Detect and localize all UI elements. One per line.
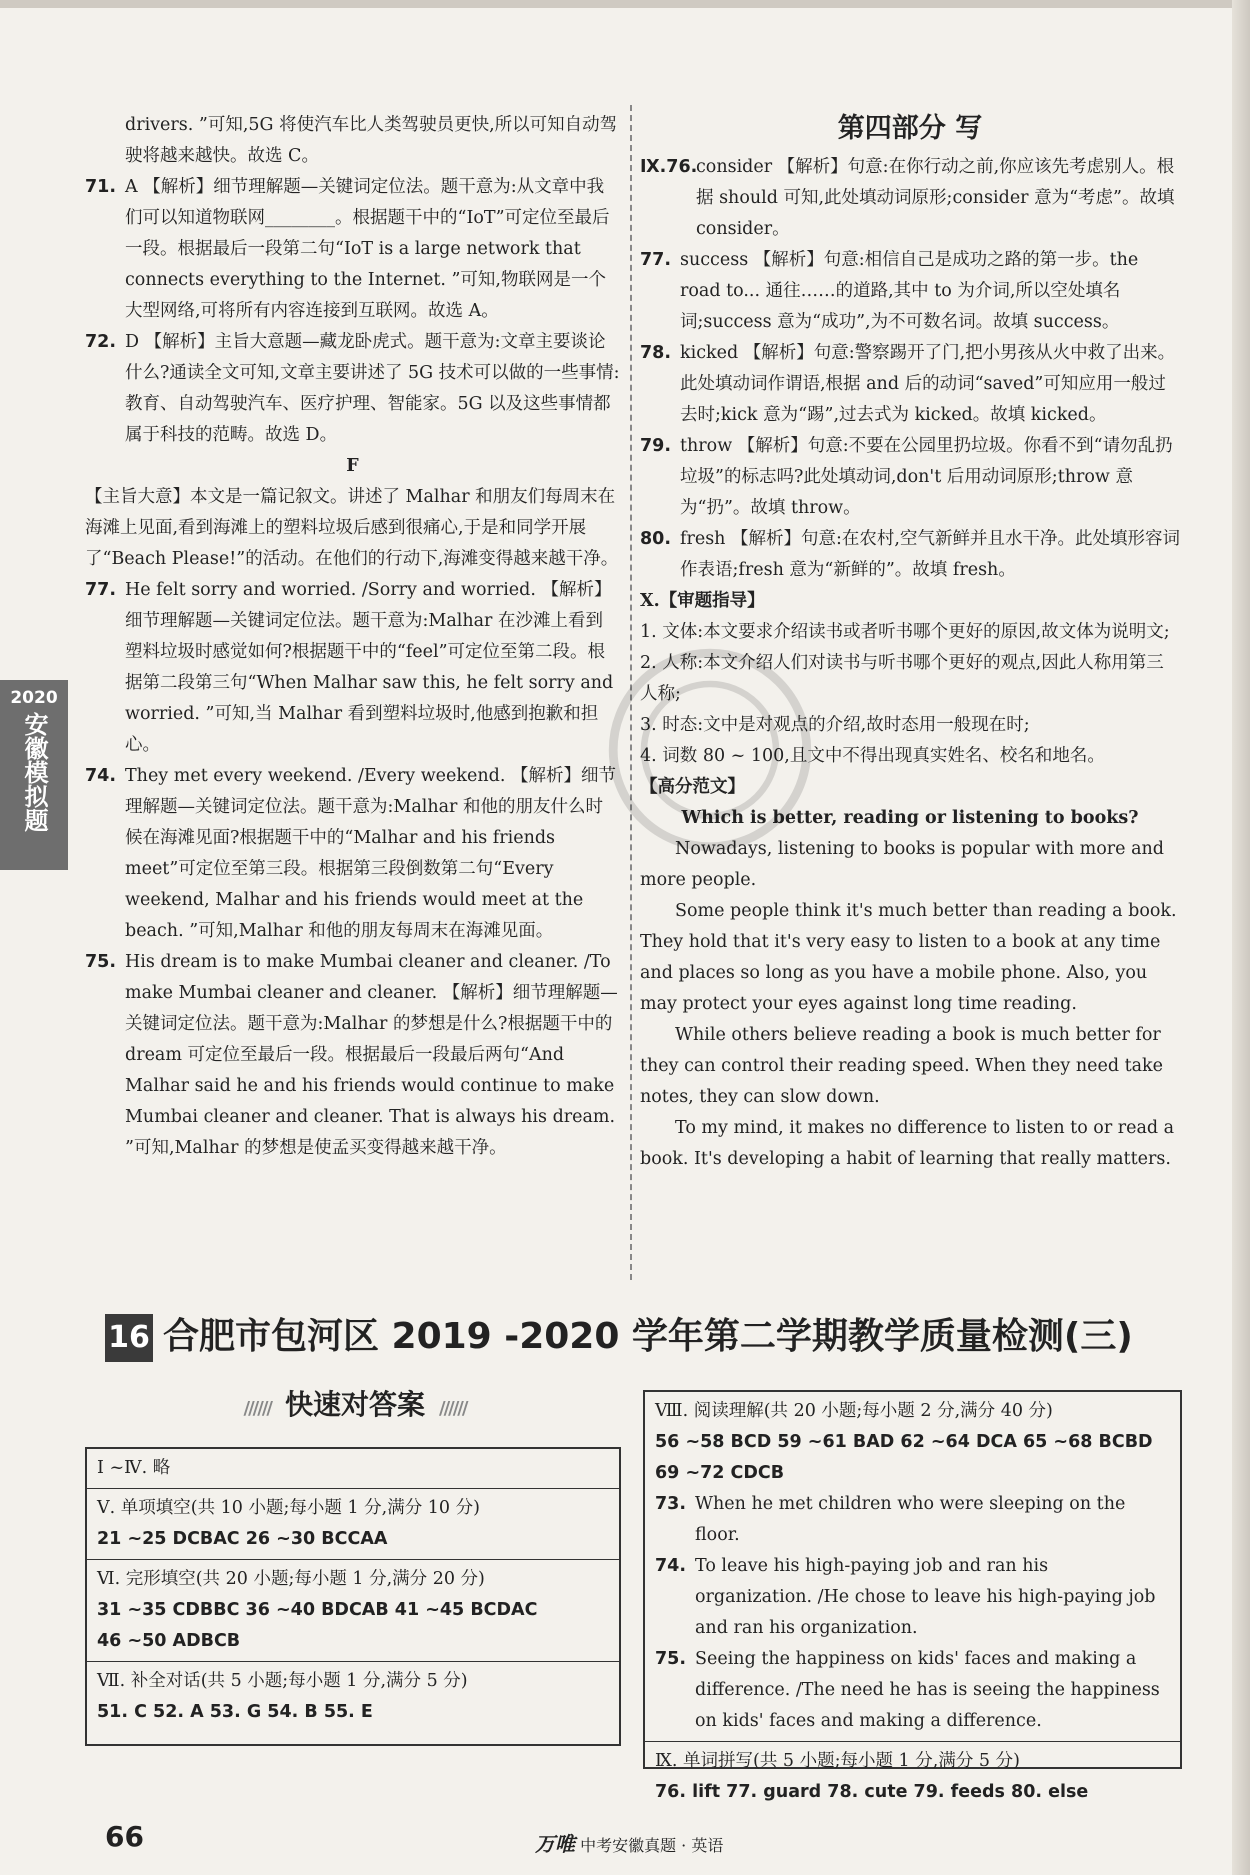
answer-item-79 — [640, 431, 1180, 524]
answer-line: 46 ~50 ADBCB — [97, 1631, 241, 1651]
essay-paragraph: To my mind, it makes no difference to listen to or read a book. It's developing a habit of learning that really matters. — [640, 1118, 1175, 1169]
section-x-label: Ⅹ.【审题指导】 — [640, 591, 765, 611]
item-number: 77. — [85, 580, 117, 600]
essay-paragraph: Nowadays, listening to books is popular with more and more people. — [640, 839, 1164, 890]
answer-line: 76. lift 77. guard 78. cute 79. feeds 80. else — [655, 1782, 1089, 1802]
watermark-stamp-icon — [600, 640, 820, 860]
item-text: throw 【解析】句意:不要在公园里扔垃圾。你看不到“请勿乱扔垃圾”的标志吗?此处填动词,don't 后用动词原形;throw 意为“扔”。故填 throw。 — [680, 436, 1173, 518]
item-number — [640, 152, 697, 183]
answer-item-77 — [85, 575, 620, 761]
answer-box-left — [85, 1447, 621, 1746]
answer-section-head: Ⅷ. 阅读理解(共 20 小题;每小题 2 分,满分 40 分) — [655, 1401, 1053, 1421]
guide-1: 1. 文体:本文要求介绍读书或者听书哪个更好的原因,故文体为说明文; — [640, 622, 1170, 642]
item-text: His dream is to make Mumbai cleaner and cleaner. /To make Mumbai cleaner and cleaner. 【解析】细节理解题—关键词定位法。题干意为:Malhar 的梦想是什么?根据题干中的 dream 可定位至最后一段。根据最后一段最后两句“And Malhar said he and his friends would continue to make Mumbai cleaner and cleaner. That is always his dream. ”可知,Malhar 的梦想是使孟买变得越来越干净。 — [125, 952, 618, 1158]
item-number-76: 76. — [666, 157, 698, 177]
item-text: He felt sorry and worried. /Sorry and worried. 【解析】细节理解题—关键词定位法。题干意为:Malhar 在沙滩上看到塑料垃圾时感觉如何?根据题干中的“feel”可定位至第二段。根据第二段第三句“When Malhar saw this, he felt sorry and worried. ”可知,当 Malhar 看到塑料垃圾时,他感到抱歉和担心。 — [125, 580, 614, 755]
essay-paragraph: Some people think it's much better than reading a book. They hold that it's very easy to listen to a book at any time and places so long as you have a mobile phone. Also, you may protect your eyes against long time reading. — [640, 901, 1177, 1014]
quick-answers-title: 快速对答案 — [284, 1388, 425, 1421]
answer-item-80 — [640, 524, 1180, 586]
item-text: They met every weekend. /Every weekend. 【解析】细节理解题—关键词定位法。题干意为:Malhar 和他的朋友什么时候在海滩见面?根据题干中的“Malhar and his friends meet”可定位至第三段。根据第三段倒数第二句“Every weekend, Malhar and his friends would meet at the beach. ”可知,Malhar 和他的朋友每周末在海滩见面。 — [125, 766, 616, 941]
item-number: 71. — [85, 177, 117, 197]
side-tab — [0, 680, 68, 870]
item-text: When he met children who were sleeping on the floor. — [695, 1494, 1126, 1545]
essay-title: Which is better, reading or listening to books? — [681, 808, 1139, 828]
section-title-text: 合肥市包河区 2019 -2020 学年第二学期教学质量检测(三) — [163, 1316, 1133, 1357]
item-number: 79. — [640, 436, 672, 456]
answer-section — [645, 1392, 1180, 1742]
left-column — [85, 110, 620, 1164]
answer-item-76 — [640, 152, 1180, 245]
item-text: fresh 【解析】句意:在农村,空气新鲜并且水干净。此处填形容词作表语;fresh 意为“新鲜的”。故填 fresh。 — [680, 529, 1180, 580]
page-footer — [85, 1820, 1185, 1860]
item-number: 73. — [655, 1494, 687, 1514]
guide-2: 2. 人称:本文介绍人们对读书与听书哪个更好的观点,因此人称用第三人称; — [640, 653, 1164, 704]
answer-section-head: Ⅶ. 补全对话(共 5 小题;每小题 1 分,满分 5 分) — [97, 1671, 468, 1691]
page-edge — [1232, 0, 1250, 1875]
answer-section — [87, 1489, 619, 1560]
answer-section-head: Ⅰ ~Ⅳ. 略 — [97, 1458, 171, 1478]
brand-logo: 万唯 — [535, 1832, 575, 1856]
answer-section — [87, 1560, 619, 1662]
item-number: 75. — [655, 1649, 687, 1669]
guide-4: 4. 词数 80 ~ 100,且文中不得出现真实姓名、校名和地名。 — [640, 746, 1105, 766]
decor-stripes-icon: ////// — [243, 1398, 271, 1419]
page-number: 66 — [105, 1820, 144, 1853]
answer-section-head: Ⅴ. 单项填空(共 10 小题;每小题 1 分,满分 10 分) — [97, 1498, 480, 1518]
answer-line: 21 ~25 DCBAC 26 ~30 BCCAA — [97, 1529, 388, 1549]
answer-item-72 — [85, 327, 620, 451]
item-number: 78. — [640, 343, 672, 363]
answer-section-head: Ⅸ. 单词拼写(共 5 小题;每小题 1 分,满分 5 分) — [655, 1751, 1020, 1771]
side-tab-text: 安徽模拟题 — [20, 712, 48, 832]
intro-text: drivers. ”可知,5G 将使汽车比人类驾驶员更快,所以可知自动驾驶将越来越快。故选 C。 — [125, 115, 618, 166]
answer-section-head: Ⅵ. 完形填空(共 20 小题;每小题 1 分,满分 20 分) — [97, 1569, 485, 1589]
footer-book-title: 中考安徽真题 · 英语 — [580, 1836, 724, 1855]
item-text: To leave his high-paying job and ran his organization. /He chose to leave his high-paying job and ran his organization. — [695, 1556, 1156, 1638]
answer-item-73 — [655, 1489, 1170, 1551]
footer-text — [535, 1828, 723, 1857]
answer-item-74b — [655, 1551, 1170, 1644]
section-f-heading: F — [346, 456, 359, 476]
answer-item-78 — [640, 338, 1180, 431]
item-number: 72. — [85, 332, 117, 352]
item-text: D 【解析】主旨大意题—藏龙卧虎式。题干意为:文章主要谈论什么?通读全文可知,文章主要讲述了 5G 技术可以做的一些事情:教育、自动驾驶汽车、医疗护理、智能家。5G 以及这些事情都属于科技的范畴。故选 D。 — [125, 332, 620, 445]
item-number: 80. — [640, 529, 672, 549]
top-edge — [0, 0, 1250, 8]
item-text: A 【解析】细节理解题—关键词定位法。题干意为:从文章中我们可以知道物联网________。根据题干中的“IoT”可定位至最后一段。根据最后一段第二句“IoT is a large network that connects everything to the Internet. ”可知,物联网是一个大型网络,可将所有内容连接到互联网。故选 A。 — [125, 177, 610, 321]
answer-line: 56 ~58 BCD 59 ~61 BAD 62 ~64 DCA 65 ~68 BCBD — [655, 1432, 1153, 1452]
answer-section — [87, 1662, 619, 1732]
decor-stripes-icon: ////// — [439, 1398, 467, 1419]
item-text: consider 【解析】句意:在你行动之前,你应该先考虑别人。根据 should 可知,此处填动词原形;consider 意为“考虑”。故填 consider。 — [696, 157, 1175, 239]
answer-line: 51. C 52. A 53. G 54. B 55. E — [97, 1702, 373, 1722]
answer-item-71 — [85, 172, 620, 327]
section-ix-label: Ⅸ. — [640, 157, 667, 177]
answer-box-right — [643, 1390, 1182, 1802]
item-number: 77. — [640, 250, 672, 270]
section-title — [105, 1308, 1165, 1366]
item-number: 75. — [85, 952, 117, 972]
answer-item-77r — [640, 245, 1180, 338]
model-essay-label: 【高分范文】 — [640, 777, 745, 797]
answer-item-75b — [655, 1644, 1170, 1737]
item-text: success 【解析】句意:相信自己是成功之路的第一步。the road to... 通往……的道路,其中 to 为介词,所以空处填名词;success 意为“成功”,为不可数名词。故填 success。 — [680, 250, 1139, 332]
answer-section — [645, 1742, 1180, 1812]
item-text: Seeing the happiness on kids' faces and making a difference. /The need he has is seeing the happiness on kids' faces and making a difference. — [695, 1649, 1160, 1731]
answer-item-74 — [85, 761, 620, 947]
answer-item-75 — [85, 947, 620, 1164]
item-number: 74. — [655, 1556, 687, 1576]
guide-3: 3. 时态:文中是对观点的介绍,故时态用一般现在时; — [640, 715, 1030, 735]
essay-paragraph: While others believe reading a book is much better for they can control their reading speed. When they need take notes, they can slow down. — [640, 1025, 1164, 1107]
answer-line: 31 ~35 CDBBC 36 ~40 BDCAB 41 ~45 BCDAC — [97, 1600, 538, 1620]
side-tab-year: 2020 — [10, 688, 58, 708]
item-text: kicked 【解析】句意:警察踢开了门,把小男孩从火中救了出来。此处填动词作谓语,根据 and 后的动词“saved”可知应用一般过去时;kick 意为“踢”,过去式为 kicked。故填 kicked。 — [680, 343, 1176, 425]
section-number-badge: 16 — [105, 1314, 153, 1362]
part-four-heading: 第四部分 写 — [837, 113, 983, 144]
answer-line: 69 ~72 CDCB — [655, 1463, 785, 1483]
answer-section — [87, 1449, 619, 1489]
item-number: 74. — [85, 766, 117, 786]
quick-answers-heading — [85, 1383, 625, 1427]
summary-text: 【主旨大意】本文是一篇记叙文。讲述了 Malhar 和朋友们每周末在海滩上见面,看到海滩上的塑料垃圾后感到很痛心,于是和同学开展了“Beach Please!”的活动。在他们的行动下,海滩变得越来越干净。 — [85, 487, 619, 569]
